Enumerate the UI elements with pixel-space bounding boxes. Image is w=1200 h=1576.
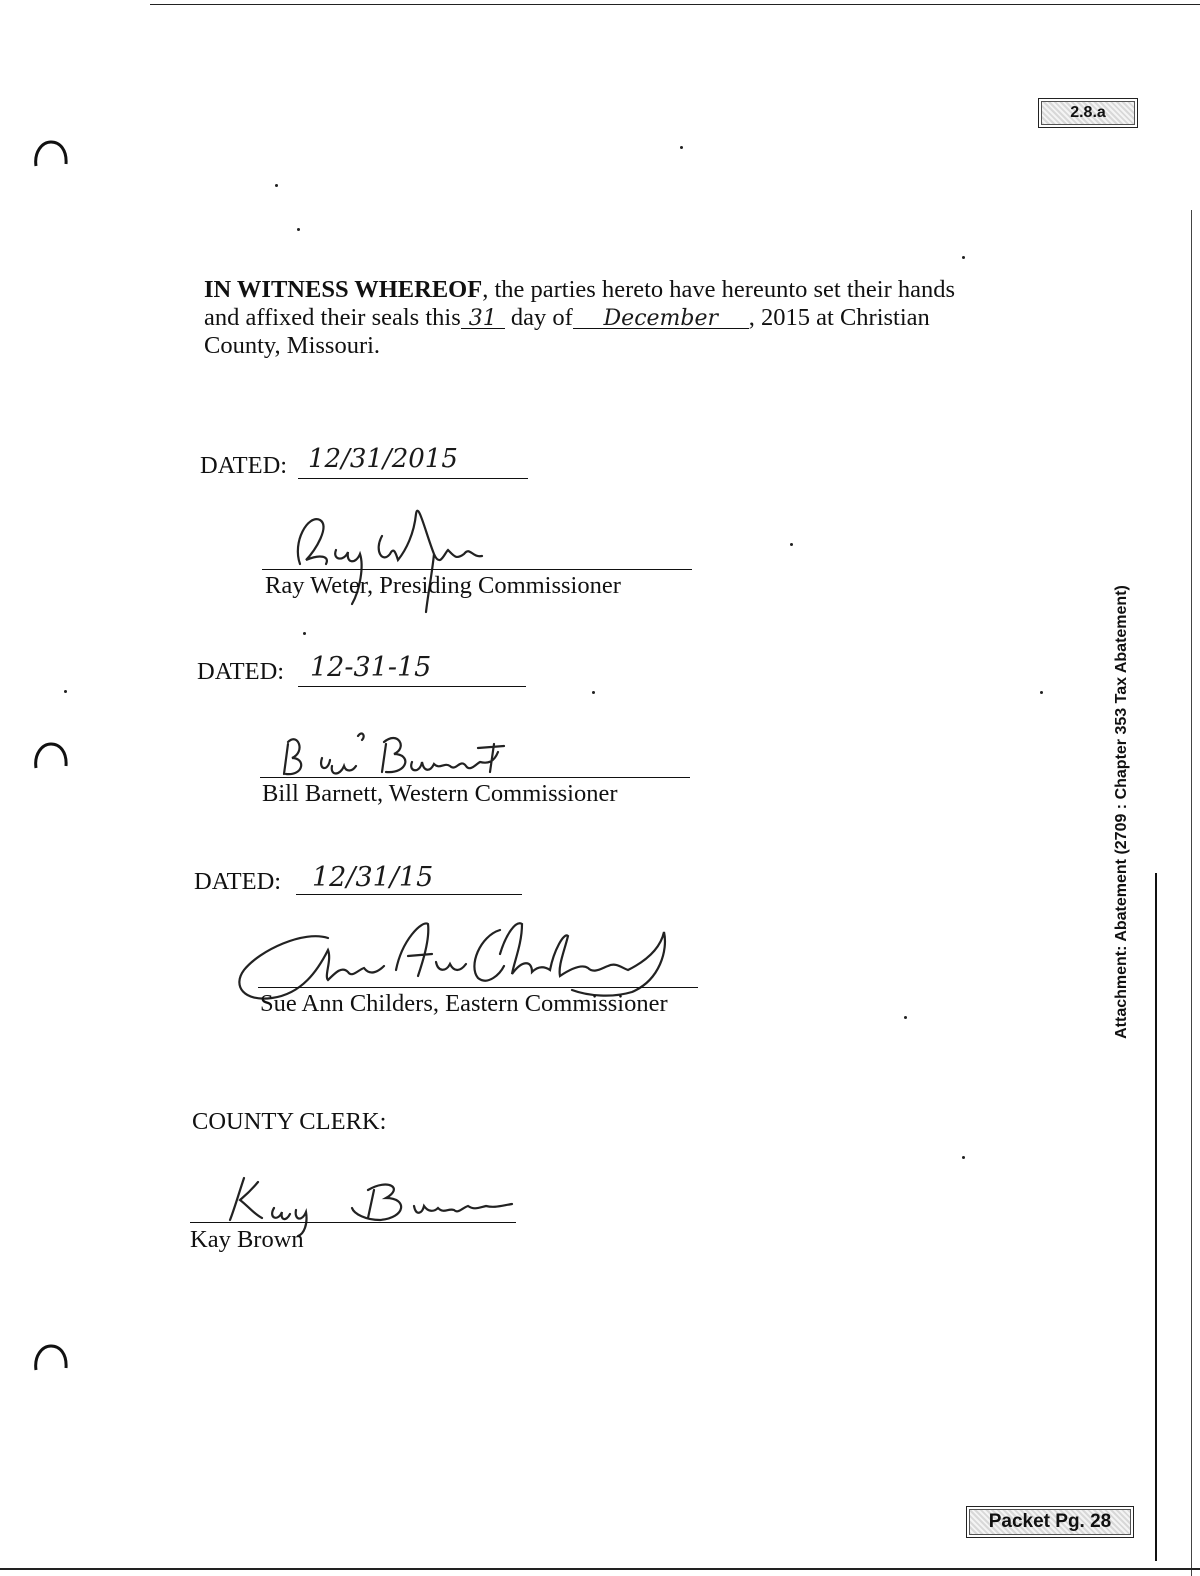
witness-clause <box>204 276 955 360</box>
scan-speck <box>680 146 683 149</box>
scan-speck <box>297 228 300 231</box>
punch-hole-icon <box>32 740 68 770</box>
scan-speck <box>962 1156 965 1159</box>
witness-line-2-end: , 2015 at Christian <box>748 304 930 331</box>
handwritten-date-2: 12-31-15 <box>310 652 432 683</box>
scan-speck <box>1040 691 1043 694</box>
witness-month-handwritten: December <box>603 306 719 331</box>
scan-speck <box>962 256 965 259</box>
date-rule-2 <box>298 686 526 687</box>
signature-caption-1: Ray Weter, Presiding Commissioner <box>265 572 621 599</box>
county-clerk-label: COUNTY CLERK: <box>192 1108 387 1135</box>
witness-bold-lead: IN WITNESS WHEREOF <box>204 276 483 303</box>
signature-rule-3 <box>258 987 698 988</box>
scan-speck <box>303 632 306 635</box>
scan-speck <box>592 691 595 694</box>
signature-caption-2: Bill Barnett, Western Commissioner <box>262 780 618 807</box>
dated-label-3: DATED: <box>194 868 282 895</box>
witness-line-1-rest: , the parties hereto have hereunto set their hands <box>482 276 956 303</box>
item-number-tag: 2.8.a <box>1038 98 1138 128</box>
scan-speck <box>904 1016 907 1019</box>
witness-day-handwritten: 31 <box>468 306 497 331</box>
signature-rule-2 <box>260 777 690 778</box>
punch-hole-icon <box>32 138 68 168</box>
witness-line-3: County, Missouri. <box>204 332 381 359</box>
signature-caption-3: Sue Ann Childers, Eastern Commissioner <box>260 990 668 1017</box>
witness-line-2-start: and affixed their seals this <box>204 304 461 331</box>
signature-rule-1 <box>262 569 692 570</box>
signature-bill-barnett <box>258 722 558 782</box>
handwritten-date-3: 12/31/15 <box>312 862 434 893</box>
scan-speck <box>790 543 793 546</box>
attachment-side-label-text: Attachment: Abatement (2709 : Chapter 353 Tax Abatement) <box>1113 585 1130 1039</box>
handwritten-date-1: 12/31/2015 <box>308 444 458 474</box>
punch-hole-icon <box>32 1342 68 1372</box>
packet-page-tag: Packet Pg. 28 <box>966 1506 1134 1538</box>
scan-speck <box>275 184 278 187</box>
date-rule-1 <box>298 478 528 479</box>
scan-speck <box>64 690 67 693</box>
dated-label-1: DATED: <box>200 452 288 479</box>
page-right-edge <box>1191 210 1192 1576</box>
witness-line-1 <box>204 276 955 304</box>
signature-rule-clerk <box>190 1222 516 1223</box>
dated-label-2: DATED: <box>197 658 285 685</box>
witness-line-2-mid: day of <box>510 304 573 331</box>
page-top-edge <box>150 4 1200 5</box>
date-rule-3 <box>296 894 522 895</box>
signature-caption-clerk: Kay Brown <box>190 1226 304 1253</box>
margin-rule <box>1155 873 1157 1561</box>
page-bottom-edge <box>0 1568 1200 1570</box>
witness-line-2 <box>204 304 955 332</box>
